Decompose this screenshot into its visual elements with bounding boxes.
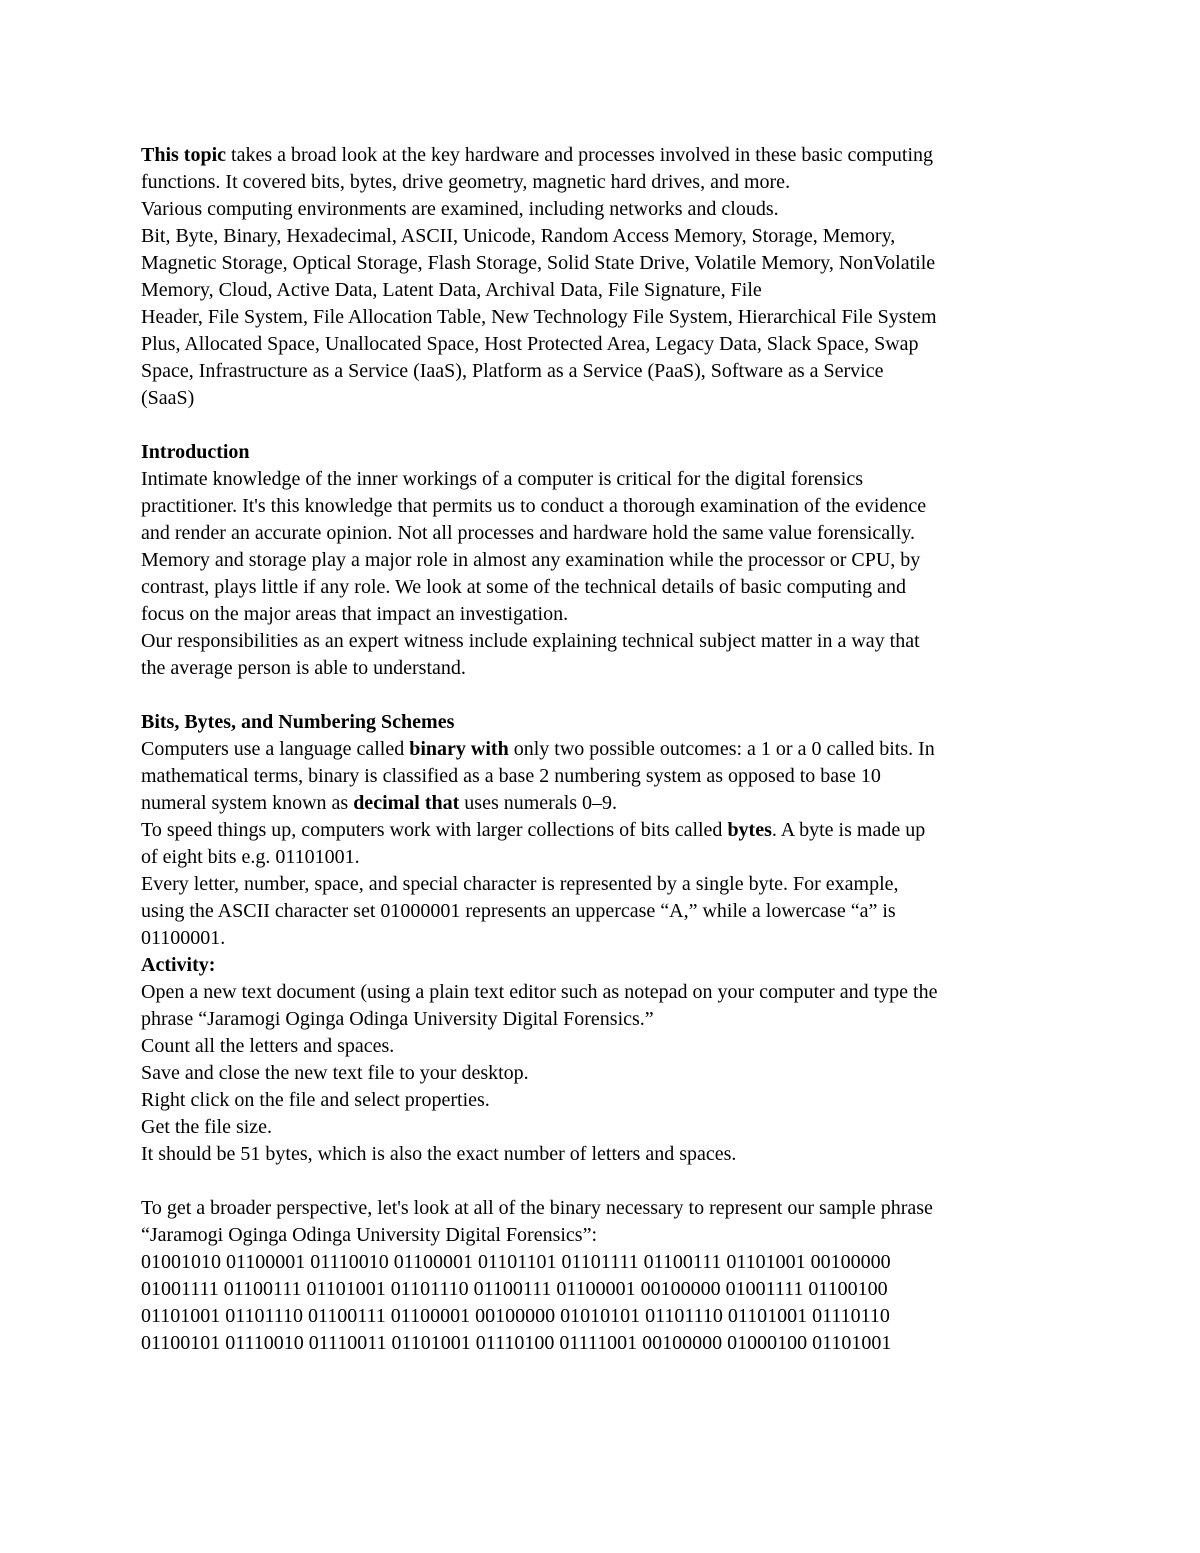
emphasis-binary: binary with <box>409 738 509 760</box>
emphasis-bytes: bytes <box>727 819 772 841</box>
paragraph-gap <box>141 1168 1091 1195</box>
text-line: Every letter, number, space, and special character is represented by a single byte. For example, <box>141 873 899 895</box>
text-line: using the ASCII character set 01000001 represents an uppercase “A,” while a lowercase “a” is <box>141 900 896 922</box>
keyword-line: Memory, Cloud, Active Data, Latent Data, Archival Data, File Signature, File <box>141 279 762 301</box>
activity-step: Right click on the file and select properties. <box>141 1089 490 1111</box>
activity-step: Save and close the new text file to your desktop. <box>141 1062 529 1084</box>
activity-section <box>141 952 1091 1168</box>
topic-lead-line <box>141 142 1091 169</box>
text-run: To speed things up, computers work with larger collections of bits called <box>141 819 728 841</box>
text-line: contrast, plays little if any role. We look at some of the technical details of basic computing and <box>141 576 907 598</box>
binary-row: 01001010 01100001 01110010 01100001 01101101 01101111 01100111 01101001 00100000 <box>141 1251 891 1273</box>
activity-step: It should be 51 bytes, which is also the exact number of letters and spaces. <box>141 1143 737 1165</box>
text-run: numeral system known as <box>141 792 354 814</box>
text-line: functions. It covered bits, bytes, drive geometry, magnetic hard drives, and more. <box>141 171 791 193</box>
paragraph-gap <box>141 682 1091 709</box>
text-line <box>141 817 1091 844</box>
bits-bytes-heading: Bits, Bytes, and Numbering Schemes <box>141 711 455 733</box>
keyword-line: Plus, Allocated Space, Unallocated Space, Host Protected Area, Legacy Data, Slack Space, Swap <box>141 333 919 355</box>
activity-step: Count all the letters and spaces. <box>141 1035 395 1057</box>
document-page <box>141 142 1091 1357</box>
keyword-line: Magnetic Storage, Optical Storage, Flash Storage, Solid State Drive, Volatile Memory, NonVolatile <box>141 252 936 274</box>
keyword-line: Header, File System, File Allocation Table, New Technology File System, Hierarchical File System <box>141 306 937 328</box>
text-line: the average person is able to understand. <box>141 657 466 679</box>
activity-step: phrase “Jaramogi Oginga Odinga University Digital Forensics.” <box>141 1008 654 1030</box>
text-line: focus on the major areas that impact an investigation. <box>141 603 569 625</box>
topic-overview <box>141 142 1091 412</box>
text-line: mathematical terms, binary is classified as a base 2 numbering system as opposed to base 10 <box>141 765 881 787</box>
text-run: Computers use a language called <box>141 738 410 760</box>
activity-step: Open a new text document (using a plain text editor such as notepad on your computer and type the <box>141 981 938 1003</box>
topic-lead-text: takes a broad look at the key hardware and processes involved in these basic computing <box>226 144 934 166</box>
introduction-section <box>141 439 1091 682</box>
text-line: Our responsibilities as an expert witness include explaining technical subject matter in a way that <box>141 630 920 652</box>
text-run: uses numerals 0–9. <box>459 792 618 814</box>
binary-section <box>141 1195 1091 1357</box>
introduction-heading: Introduction <box>141 441 250 463</box>
text-line: of eight bits e.g. 01101001. <box>141 846 360 868</box>
text-line: “Jaramogi Oginga Odinga University Digital Forensics”: <box>141 1224 598 1246</box>
text-line: Memory and storage play a major role in almost any examination while the processor or CPU, by <box>141 549 921 571</box>
topic-lead-bold: This topic <box>141 144 227 166</box>
text-line: Various computing environments are examined, including networks and clouds. <box>141 198 779 220</box>
text-line: and render an accurate opinion. Not all processes and hardware hold the same value forensically. <box>141 522 915 544</box>
text-line <box>141 790 1091 817</box>
paragraph-gap <box>141 412 1091 439</box>
emphasis-decimal: decimal that <box>353 792 460 814</box>
text-run: . A byte is made up <box>771 819 926 841</box>
text-line: practitioner. It's this knowledge that permits us to conduct a thorough examination of the evidence <box>141 495 927 517</box>
text-line: 01100001. <box>141 927 226 949</box>
binary-row: 01100101 01110010 01110011 01101001 01110100 01111001 00100000 01000100 01101001 <box>141 1332 892 1354</box>
text-run: only two possible outcomes: a 1 or a 0 called bits. In <box>508 738 935 760</box>
keyword-line: Space, Infrastructure as a Service (IaaS), Platform as a Service (PaaS), Software as a Service <box>141 360 884 382</box>
keyword-line: Bit, Byte, Binary, Hexadecimal, ASCII, Unicode, Random Access Memory, Storage, Memory, <box>141 225 896 247</box>
text-line <box>141 736 1091 763</box>
text-line: Intimate knowledge of the inner workings of a computer is critical for the digital forensics <box>141 468 864 490</box>
activity-step: Get the file size. <box>141 1116 273 1138</box>
text-line: To get a broader perspective, let's look at all of the binary necessary to represent our sample phrase <box>141 1197 933 1219</box>
bits-bytes-section <box>141 709 1091 952</box>
keyword-line: (SaaS) <box>141 387 195 409</box>
binary-row: 01001111 01100111 01101001 01101110 01100111 01100001 00100000 01001111 01100100 <box>141 1278 888 1300</box>
activity-heading: Activity: <box>141 954 216 976</box>
binary-row: 01101001 01101110 01100111 01100001 00100000 01010101 01101110 01101001 01110110 <box>141 1305 890 1327</box>
